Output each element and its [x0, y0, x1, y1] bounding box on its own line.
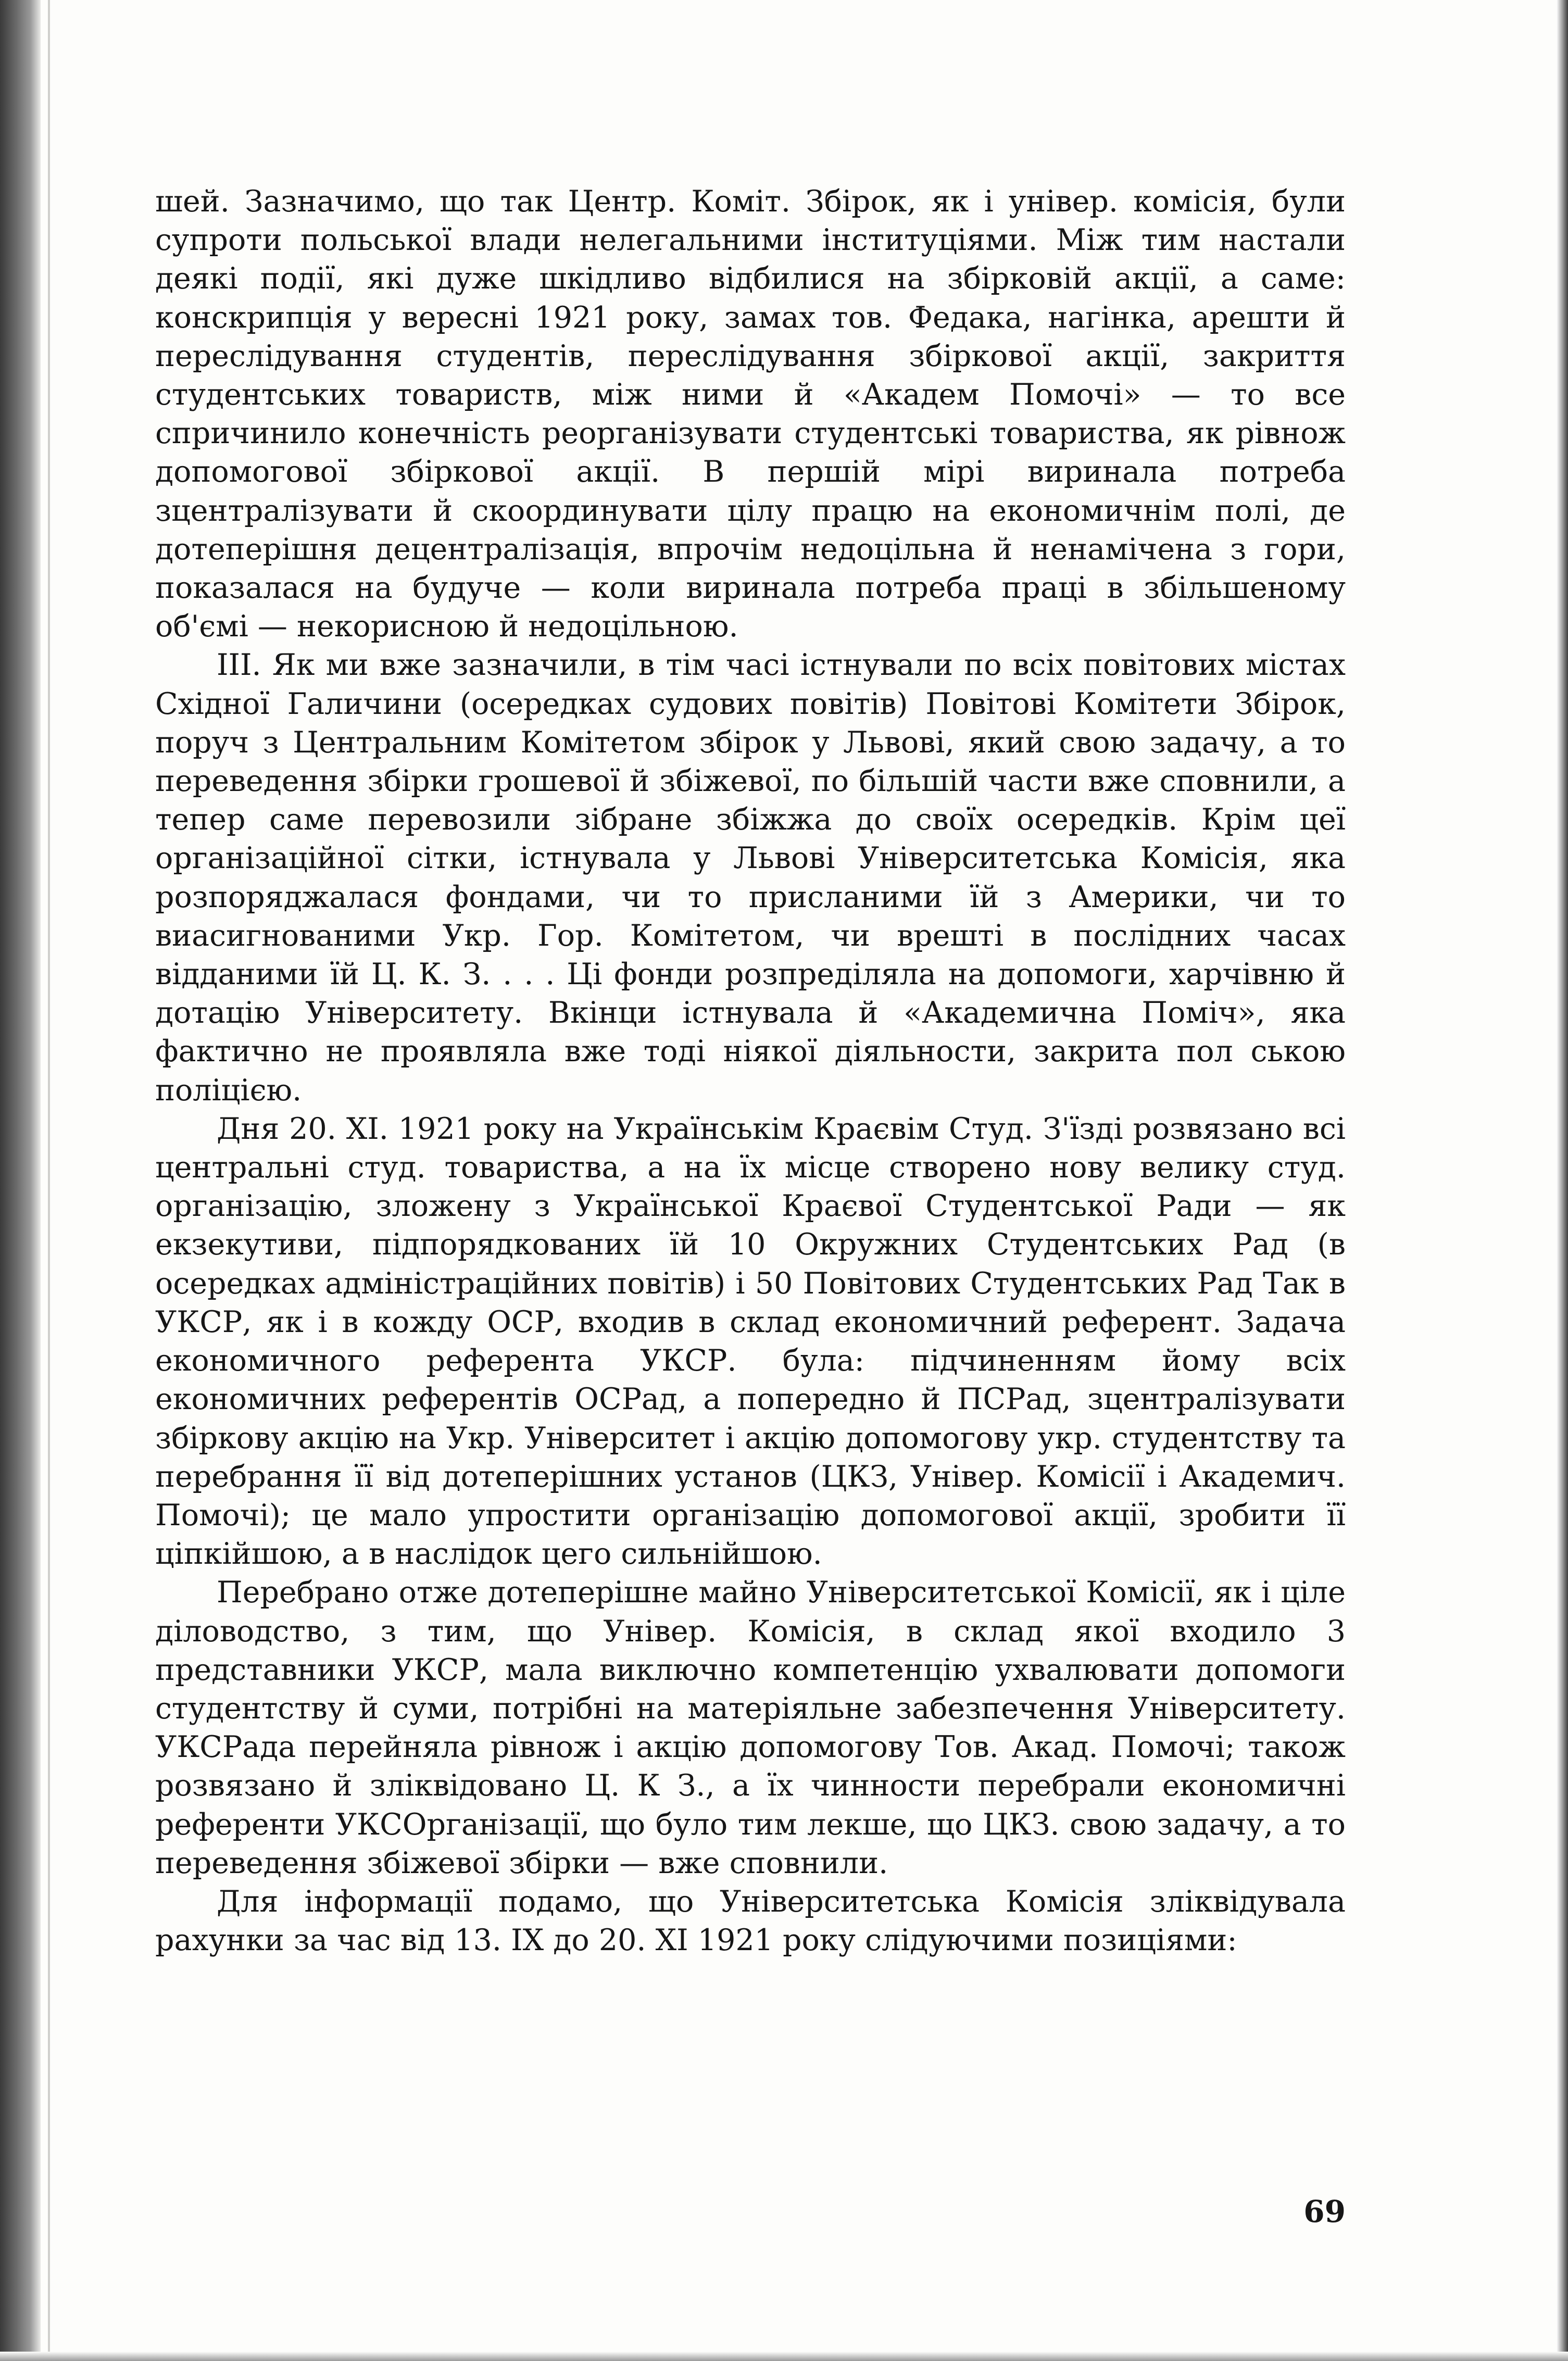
paragraph-1: шей. Зазначимо, що так Центр. Коміт. Збірок, як і універ. комісія, були супроти польської влади нелегальними інституціями. Між тим настали деякі події, які дуже шкідливо відбилися на збірковій акції, а саме: конскрипція у вересні 1921 року, замах тов. Федака, нагінка, арешти й переслідування студентів, переслідування збіркової акції, закриття студентських товариств, між ними й «Академ Помочі» — то все спричинило конечність реорганізувати студентські товариства, як рівнож допомогової збіркової акції. В першій мірі виринала потреба зцентралізувати й скоординувати цілу працю на економичнім полі, де дотеперішня децентралізація, впрочім недоцільна й ненамічена з гори, показалася на будуче — коли виринала потреба праці в збільшеному об'ємі — некорисною й недоцільною. [155, 184, 1346, 644]
paragraph-2: ІІІ. Як ми вже зазначили, в тім часі істнували по всіх повітових містах Східної Галичини (осередках судових повітів) Повітові Комітети Збірок, поруч з Центральним Комітетом збірок у Львові, який свою задачу, а то переведення збірки грошевої й збіжевої, по більшій части вже сповнили, а тепер саме перевозили зібране збіжжа до своїх осередків. Крім цеї організаційної сітки, істнувала у Львові Університетська Комісія, яка розпоряджалася фондами, чи то присланими їй з Америки, чи то виасигнованими Укр. Гор. Комітетом, чи врешті в послідних часах відданими їй Ц. К. З. . . . Ці фонди розпреділяла на допомоги, харчівню й дотацію Університету. Вкінци істнувала й «Академична Поміч», яка фактично не проявляла вже тоді ніякої діяльности, закрита пол ською поліцією. [155, 648, 1346, 1108]
book-spine-shadow [0, 0, 41, 2361]
paragraph-5: Для інформації подамо, що Університетська Комісія зліквідувала рахунки за час від 13. IX до 20. XI 1921 року слідуючими позиціями: [155, 1884, 1346, 1958]
page-number: 69 [1303, 2194, 1346, 2229]
page-bottom-edge [0, 2352, 1568, 2361]
body-text [155, 182, 1346, 1960]
gutter-line [48, 0, 50, 2361]
paragraph-3: Дня 20. XI. 1921 року на Українськім Краєвім Студ. З'їзді розвязано всі центральні студ. товариства, а на їх місце створено нову велику студ. організацію, зложену з Української Краєвої Студентської Ради — як екзекутиви, підпорядкованих їй 10 Окружних Студентських Рад (в осередках адміністраційних повітів) і 50 Повітових Студентських Рад Так в УКСР, як і в кожду ОСР, входив в склад економичний референт. Задача економичного референта УКСР. була: підчиненням йому всіх економичних референтів ОСРад, а попередно й ПСРад, зцентралізувати збіркову акцію на Укр. Університет і акцію допомогову укр. студентству та перебрання її від дотеперішних установ (ЦКЗ, Універ. Комісії і Академич. Помочі); це мало упростити організацію допомогової акції, зробити її ціпкійшою, а в наслідок цего сильнійшою. [155, 1111, 1346, 1572]
page-right-edge [1557, 0, 1568, 2361]
paragraph-4: Перебрано отже дотеперішне майно Університетської Комісії, як і ціле діловодство, з тим, що Універ. Комісія, в склад якої входило 3 представники УКСР, мала виключно компетенцію ухвалювати допомоги студентству й суми, потрібні на матеріяльне забезпечення Університету. УКСРада перейняла рівнож і акцію допомогову Тов. Акад. Помочі; також розвязано й зліквідовано Ц. К З., а їх чинности перебрали економичні референти УКСОрганізації, що було тим лекше, що ЦКЗ. свою задачу, а то переведення збіжевої збірки — вже сповнили. [155, 1575, 1346, 1880]
